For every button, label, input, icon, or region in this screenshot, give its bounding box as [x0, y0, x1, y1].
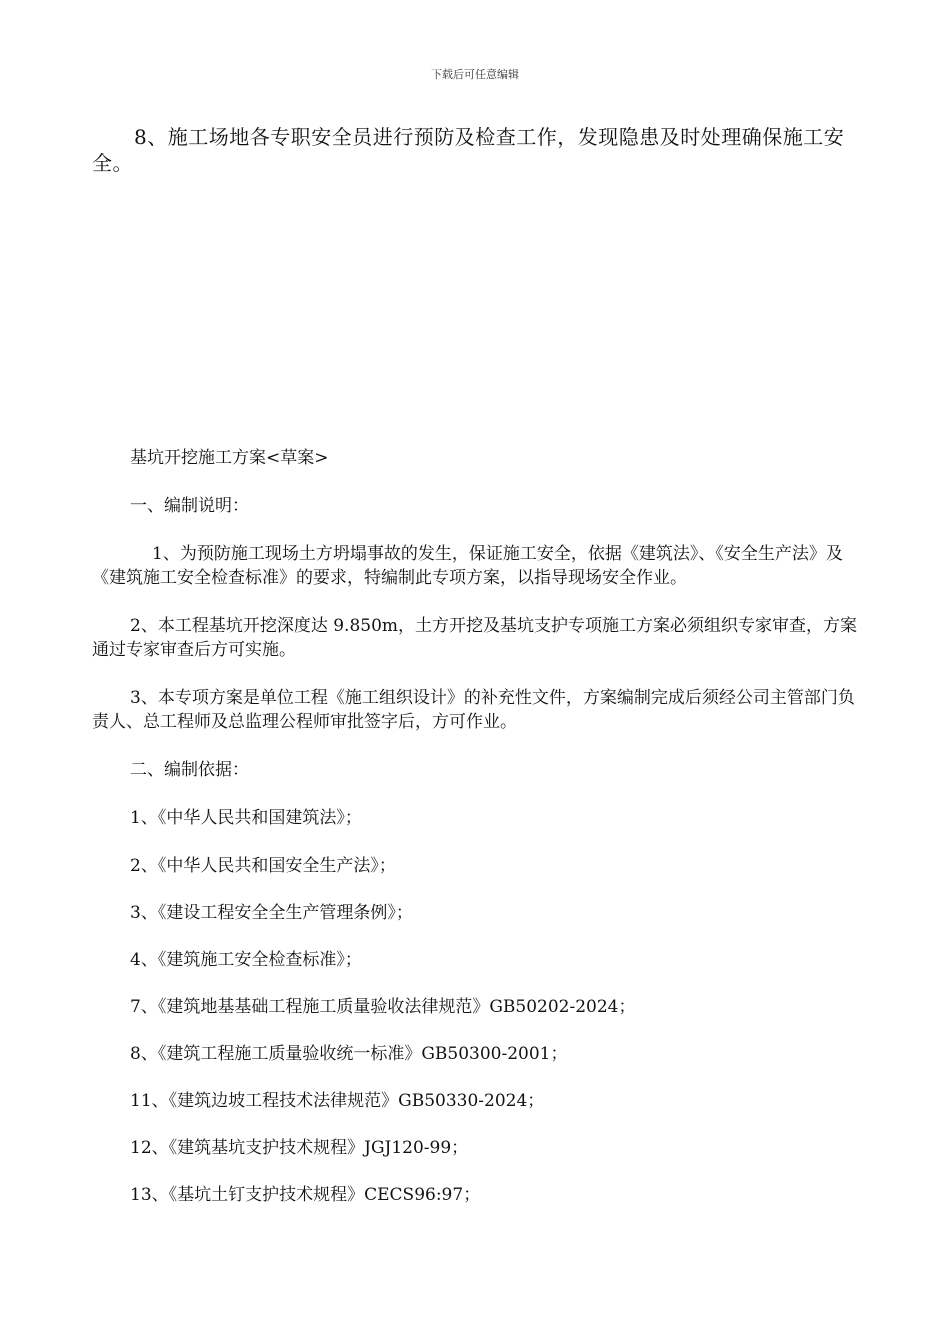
basis-item: 8、《建筑工程施工质量验收统一标准》GB50300-2001； [130, 1044, 568, 1064]
basis-item: 13、《基坑土钉支护技术规程》CECS96:97； [130, 1185, 481, 1205]
basis-item: 3、《建设工程安全全生产管理条例》； [130, 903, 413, 923]
intro-item-8: 8、施工场地各专职安全员进行预防及检查工作，发现隐患及时处理确保施工安全。 [92, 125, 845, 175]
basis-item: 1、《中华人民共和国建筑法》； [130, 808, 362, 828]
section-1-paragraph-1: 1、为预防施工现场土方坍塌事故的发生，保证施工安全，依据《建筑法》、《安全生产法》及《建筑施工安全检查标准》的要求，特编制此专项方案，以指导现场安全作业。 [92, 544, 843, 588]
basis-item: 2、《中华人民共和国安全生产法》； [130, 856, 396, 876]
basis-item: 7、《建筑地基基础工程施工质量验收法律规范》GB50202-2024； [130, 997, 636, 1017]
document-title: 基坑开挖施工方案<草案> [130, 448, 329, 468]
basis-item: 4、《建筑施工安全检查标准》； [130, 950, 362, 970]
page-header: 下载后可任意编辑 [431, 68, 519, 81]
section-2-heading: 二、编制依据： [130, 760, 249, 780]
basis-item: 11、《建筑边坡工程技术法律规范》GB50330-2024； [130, 1091, 545, 1111]
section-1-paragraph-3: 3、本专项方案是单位工程《施工组织设计》的补充性文件，方案编制完成后须经公司主管部门负责人、总工程师及总监理公程师审批签字后，方可作业。 [92, 688, 855, 732]
basis-item: 12、《建筑基坑支护技术规程》JGJ120-99； [130, 1138, 469, 1158]
section-1-paragraph-2: 2、本工程基坑开挖深度达 9.850m，土方开挖及基坑支护专项施工方案必须组织专家审查，方案通过专家审查后方可实施。 [92, 616, 858, 660]
section-1-heading: 一、编制说明： [130, 496, 249, 516]
